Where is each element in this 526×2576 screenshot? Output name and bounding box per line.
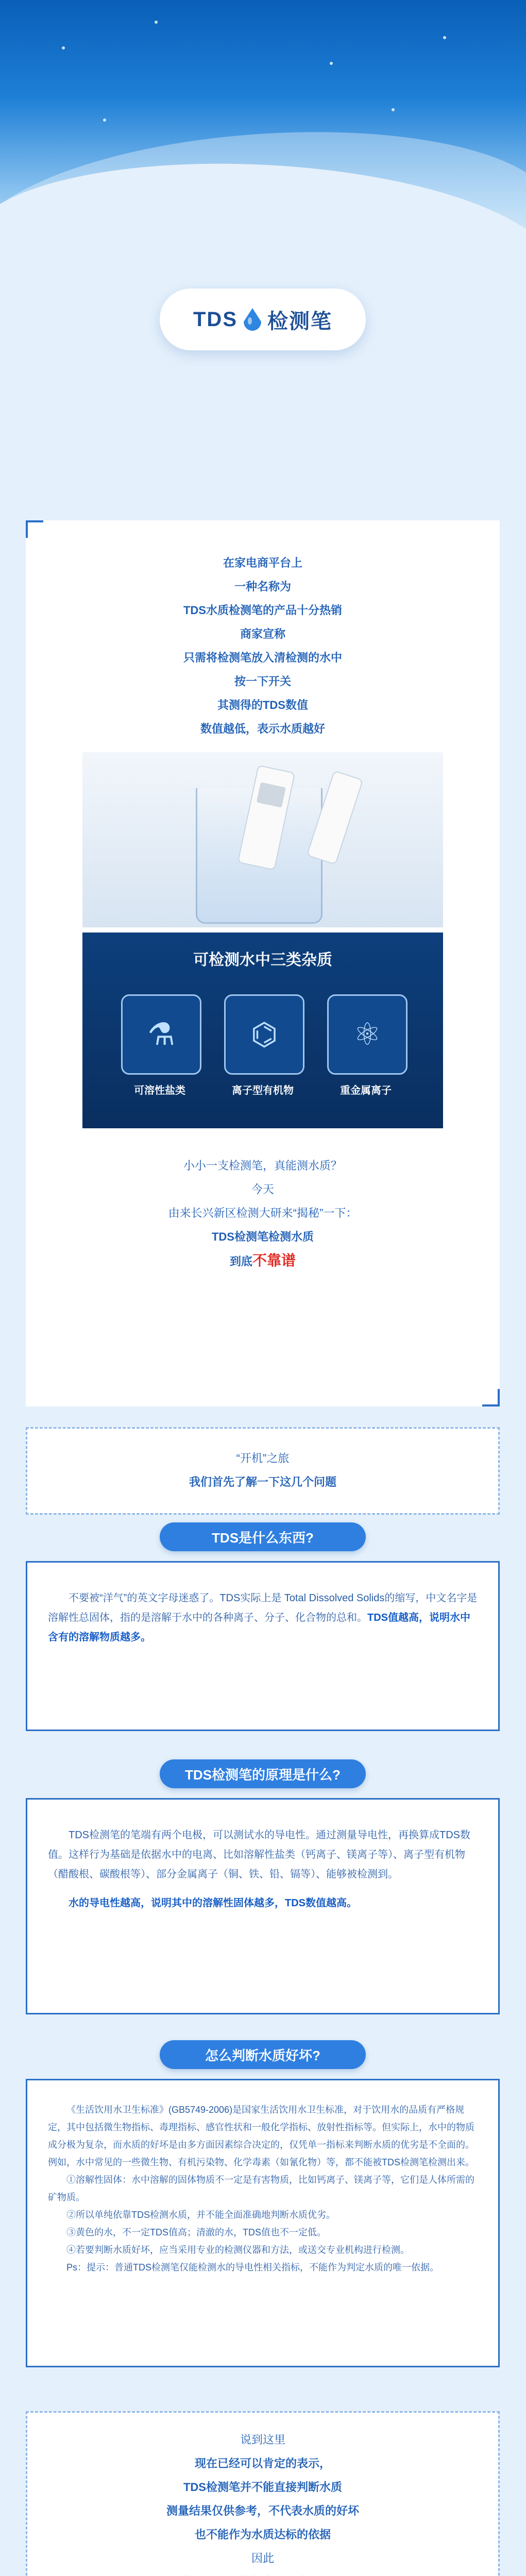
- q3-paragraph: ④若要判断水质好坏，应当采用专业的检测仪器和方法，或送交专业机构进行检测。: [66, 2245, 410, 2255]
- hero-banner: [0, 0, 526, 278]
- sparkle-icon: [392, 108, 395, 111]
- section-title-judge: 怎么判断水质好坏?: [160, 2040, 366, 2069]
- intro-after: [26, 1154, 500, 1274]
- journey-line: 我们首先了解一下这几个问题: [189, 1476, 336, 1488]
- wrap-line: 也不能作为水质达标的依据: [194, 2528, 331, 2541]
- sparkle-icon: [103, 118, 106, 122]
- intro-line: 按一下开关: [234, 675, 291, 688]
- q1-highlight: TDS值越高，说明水中含有的溶解物质越多。: [48, 1612, 470, 1643]
- intro-after-line: 今天: [251, 1183, 274, 1196]
- intro-after-line: 由来长兴新区检测大研来“揭秘”一下：: [168, 1207, 358, 1219]
- category-label: 重金属离子: [340, 1085, 392, 1096]
- intro-lines: [26, 520, 500, 741]
- q1-paragraph: [48, 1588, 478, 1647]
- intro-card: [26, 520, 500, 1406]
- intro-line: TDS水质检测笔的产品十分热销: [183, 604, 342, 617]
- intro-line: 其测得的TDS数值: [217, 699, 308, 711]
- intro-after-line: 小小一支检测笔，真能测水质？: [183, 1159, 342, 1172]
- product-photo: [82, 752, 443, 927]
- q2-card: [26, 1798, 500, 2014]
- impurities-panel: [82, 933, 443, 1128]
- water-drop-icon: [244, 308, 261, 331]
- section-title-principle: TDS检测笔的原理是什么?: [160, 1759, 366, 1788]
- q2-paragraph: TDS检测笔的笔端有两个电极，可以测试水的导电性。通过测量导电性，再换算成TDS数值。这样行为基础是依据水中的电离、比如溶解性盐类（钙离子、镁离子等）、离子型有机物（醋酸根、碳酸根等）、部分金属离子（铜、铁、铅、镉等）、能够被检测到。: [48, 1829, 470, 1880]
- title-suffix: 检测笔: [267, 310, 332, 333]
- wrap-line: 现在已经可以肯定的表示，: [194, 2457, 331, 2470]
- title-prefix: TDS: [193, 308, 237, 331]
- wrap-card: [26, 2411, 500, 2576]
- intro-line: 数值越低，表示水质越好: [200, 722, 325, 735]
- panel-caption: 可检测水中三类杂质: [193, 952, 332, 969]
- q3-paragraph: 《生活饮用水卫生标准》(GB5749-2006)是国家生活饮用水卫生标准，对于饮用水的品质有严格规定，其中包括微生物指标、毒理指标、感官性状和一般化学指标、放射性指标等。但实际上，水中的物质成分极为复杂，而水质的好坏是由多方面因素综合决定的，仅凭单一指标来判断水质的优劣是不全面的。例如，水中常见的一些微生物、有机污染物、化学毒素（如氰化物）等，都不能被TDS检测笔检测出来。: [48, 2105, 474, 2167]
- intro-line: 商家宣称: [240, 628, 285, 640]
- q3-paragraph: Ps：提示：普通TDS检测笔仅能检测水的导电性相关指标，不能作为判定水质的唯一依据。: [66, 2262, 439, 2273]
- wrap-line: [27, 2570, 498, 2576]
- intro-after-line: TDS检测笔检测水质: [211, 1230, 314, 1243]
- corner-decor: [482, 1389, 500, 1406]
- reliability-red: 不靠谱: [252, 1252, 296, 1268]
- sparkle-icon: [330, 62, 333, 65]
- sparkle-icon: [155, 21, 158, 24]
- page-title: [160, 289, 366, 350]
- q3-paragraph: ①溶解性固体：水中溶解的固体物质不一定是有害物质，比如钙离子、镁离子等，它们是人体所需的矿物质。: [48, 2175, 474, 2202]
- ions-icon: ⌬: [224, 994, 304, 1075]
- wrap-line: TDS检测笔并不能直接判断水质: [183, 2481, 342, 2494]
- intro-line: 在家电商平台上: [223, 556, 302, 569]
- q1-card: [26, 1561, 500, 1731]
- wrap-line: 因此: [251, 2552, 274, 2565]
- intro-line: 一种名称为: [234, 580, 291, 593]
- wrap-line: 说到这里: [240, 2433, 285, 2446]
- q3-card: [26, 2079, 500, 2367]
- metals-icon: ⚛: [327, 994, 408, 1075]
- corner-decor: [26, 520, 43, 538]
- sparkle-icon: [62, 46, 65, 49]
- q2-highlight: 水的导电性越高，说明其中的溶解性固体越多，TDS数值越高。: [69, 1897, 357, 1909]
- q3-paragraph: ②所以单纯依靠TDS检测水质，并不能全面准确地判断水质优劣。: [66, 2210, 335, 2220]
- pen-display: [257, 782, 286, 808]
- category-label: 可溶性盐类: [134, 1085, 185, 1096]
- journey-line: “开机”之旅: [236, 1452, 290, 1465]
- intro-line: 只需将检测笔放入清检测的水中: [183, 651, 342, 664]
- journey-card: [26, 1427, 500, 1515]
- wrap-line: 测量结果仅供参考，不代表水质的好坏: [166, 2504, 359, 2517]
- salts-icon: ⚗: [121, 994, 201, 1075]
- category-label: 离子型有机物: [232, 1085, 294, 1096]
- q1-text: 不要被“洋气”的英文字母迷惑了。TDS实际上是 Total Dissolved Solids的缩写，中文名字是溶解性总固体，指的是溶解于水中的各种离子、分子、化合物的总和。: [48, 1592, 478, 1623]
- reliability-prefix: 到底: [229, 1255, 252, 1268]
- section-title-tds: TDS是什么东西?: [160, 1522, 366, 1551]
- reliability-line: [26, 1249, 500, 1274]
- q3-paragraph: ③黄色的水，不一定TDS值高；清澈的水，TDS值也不一定低。: [66, 2227, 326, 2238]
- sparkle-icon: [443, 36, 446, 39]
